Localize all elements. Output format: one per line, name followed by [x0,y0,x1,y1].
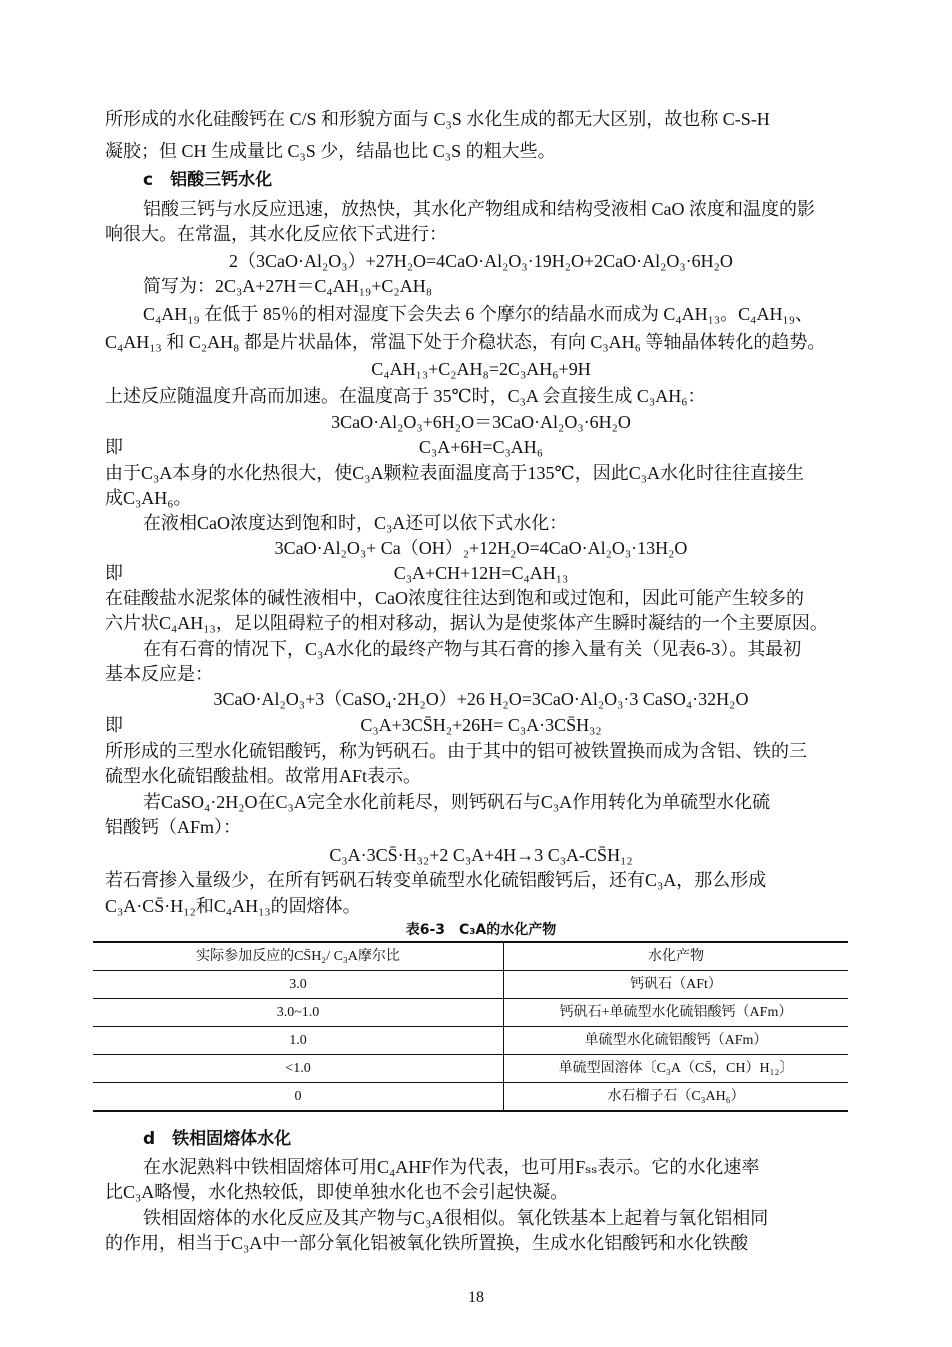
table-cell: 水石榴子石（C₃AH₆） [504,1083,849,1112]
text-line: 若石膏掺入量级少，在所有钙矾石转变单硫型水化硫铝酸钙后，还有C₃A，那么形成 [105,870,767,890]
text-line: 上述反应随温度升高而加速。在温度高于 35℃时，C₃A 会直接生成 C₃AH₆： [105,386,706,406]
equation: 2（3CaO·Al₂O₃）+27H₂O=4CaO·Al₂O₃·19H₂O+2CaO·Al₂O₃·6H₂O [229,251,733,271]
equation: C₃A+6H=C₃AH₆ [418,437,544,457]
equation: 3CaO·Al₂O₃+3（CaSO₄·2H₂O）+26 H₂O=3CaO·Al₂O₃·3 CaSO₄·32H₂O [213,689,749,709]
equation: 3CaO·Al₂O₃+ Ca（OH）₂+12H₂O=4CaO·Al₂O₃·13H₂O [274,538,688,558]
ji-label: 即 [105,563,123,583]
text-line: 由于C₃A本身的水化热很大，使C₃A颗粒表面温度高于135℃，因此C₃A水化时往往直接生 [105,463,804,483]
section-heading-d: d 铁相固熔体水化 [143,1129,292,1149]
table-row [93,1083,848,1112]
text-line: C₄AH₁₃ 和 C₂AH₈ 都是片状晶体，常温下处于介稳状态，有向 C₃AH₆ 等轴晶体转化的趋势。 [105,332,826,352]
text-line: C₄AH₁₉ 在低于 85％的相对湿度下会失去 6 个摩尔的结晶水而成为 C₄AH₁₃。C₄AH₁₉、 [143,304,813,324]
text-line: C₃A·CS̄·H₁₂和C₄AH₁₃的固熔体。 [105,896,361,916]
text-line: 的作用，相当于C₃A中一部分氧化铝被氧化铁所置换，生成水化铝酸钙和水化铁酸 [105,1233,749,1253]
text-line: 比C₃A略慢，水化热较低，即使单独水化也不会引起快凝。 [105,1182,569,1202]
table-header-row [93,942,848,971]
ji-label: 即 [105,437,123,457]
text-line: 成C₃AH₆。 [105,488,192,508]
text-line: 在液相CaO浓度达到饱和时，C₃A还可以依下式水化： [143,513,568,533]
table-row [93,1055,848,1083]
table-cell: 1.0 [93,1027,504,1055]
table-cell: 钙矾石（AFt） [504,971,849,999]
table-header-cell: 水化产物 [504,942,849,971]
text-line: 硫型水化硫铝酸盐相。故常用AFt表示。 [105,766,422,786]
text-line: 在硅酸盐水泥浆体的碱性液相中，CaO浓度往往达到饱和或过饱和，因此可能产生较多的 [105,588,804,608]
equation: C₃A+3CS̄H₂+26H= C₃A·3CS̄H₃₂ [360,715,602,735]
text-line: 铝酸钙（AFm）： [105,817,242,837]
text-line: 所形成的水化硅酸钙在 C/S 和形貌方面与 C₃S 水化生成的都无大区别，故也称 C-S-H [105,109,770,129]
table-cell: 3.0 [93,971,504,999]
table-cell: 0 [93,1083,504,1112]
text-line: 响很大。在常温，其水化反应依下式进行： [105,224,447,244]
table-header-cell: 实际参加反应的CS̄H₂/ C₃A摩尔比 [93,942,504,971]
table-cell: 钙矾石+单硫型水化硫铝酸钙（AFm） [504,999,849,1027]
text-line: 所形成的三型水化硫铝酸钙，称为钙矾石。由于其中的铝可被铁置换而成为含铝、铁的三 [105,741,807,761]
text-line: 六片状C₄AH₁₃，足以阻碍粒子的相对移动，据认为是使浆体产生瞬时凝结的一个主要原因。 [105,613,828,633]
text-line: 基本反应是： [105,664,213,684]
table-cell: <1.0 [93,1055,504,1083]
page-number: 18 [468,1289,484,1306]
text-line: 在水泥熟料中铁相固熔体可用C₄AHF作为代表，也可用Fₛₛ表示。它的水化速率 [143,1157,760,1177]
text-line: 铝酸三钙与水反应迅速，放热快，其水化产物组成和结构受液相 CaO 浓度和温度的影 [143,199,815,219]
text-line: 若CaSO₄·2H₂O在C₃A完全水化前耗尽，则钙矾石与C₃A作用转化为单硫型水化硫 [143,792,771,812]
text-line: 简写为：2C₃A+27H＝C₄AH₁₉+C₂AH₈ [143,276,432,296]
ji-label: 即 [105,715,123,735]
table-row [93,999,848,1027]
table-cell: 单硫型固溶体〔C₃A（CS̄，CH）H₁₂〕 [504,1055,849,1083]
equation: C₄AH₁₃+C₂AH₈=2C₃AH₆+9H [371,359,591,379]
equation: 3CaO·Al₂O₃+6H₂O＝3CaO·Al₂O₃·6H₂O [331,412,631,432]
table-row [93,1027,848,1055]
table-cell: 3.0~1.0 [93,999,504,1027]
table-caption: 表6-3 C₃A的水化产物 [405,922,557,938]
text-line: 铁相固熔体的水化反应及其产物与C₃A很相似。氧化铁基本上起着与氧化铝相同 [143,1208,769,1228]
equation: C₃A+CH+12H=C₄AH₁₃ [393,563,569,583]
section-heading-c: c 铝酸三钙水化 [143,170,273,190]
table-row [93,971,848,999]
text-line: 在有石膏的情况下，C₃A水化的最终产物与其石膏的掺入量有关（见表6-3）。其最初 [143,639,802,659]
hydration-products-table [93,941,848,1112]
table-cell: 单硫型水化硫铝酸钙（AFm） [504,1027,849,1055]
text-line: 凝胶；但 CH 生成量比 C₃S 少，结晶也比 C₃S 的粗大些。 [105,141,556,161]
equation: C₃A·3CS̄·H₃₂+2 C₃A+4H→3 C₃A-CS̄H₁₂ [329,845,633,865]
